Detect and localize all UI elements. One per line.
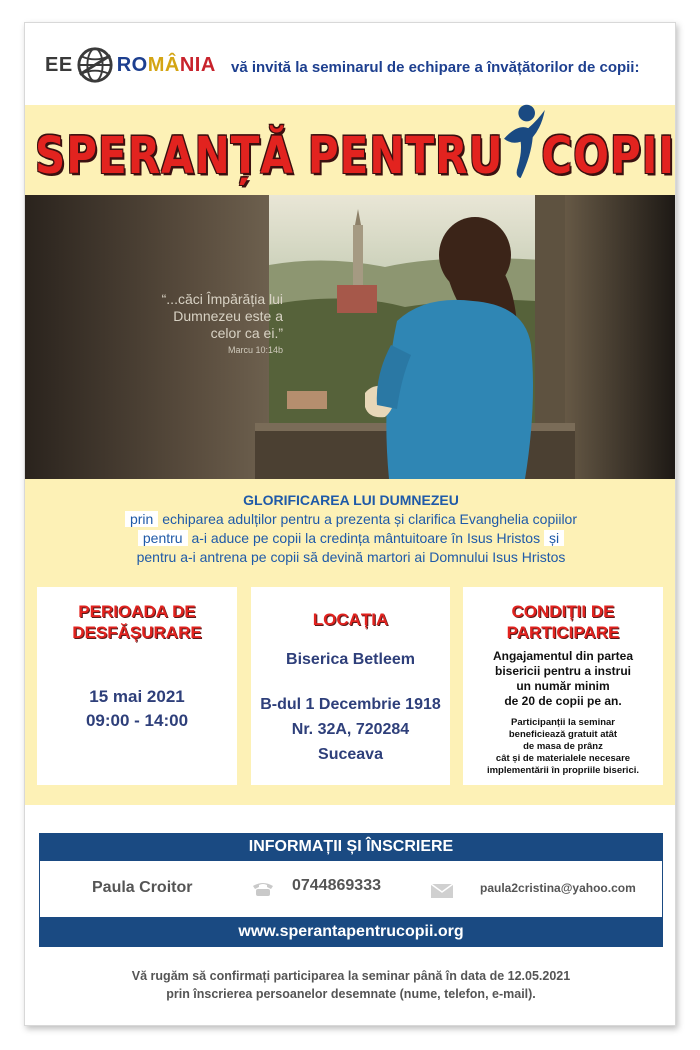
conditions-benefits: Participanții la seminar beneficiează gratuit atât de masa de prânz cât și de materialele necesare implementării în propriile biserici. xyxy=(486,717,640,776)
contact-phone[interactable]: 0744869333 xyxy=(292,877,381,894)
phone-icon xyxy=(252,881,274,897)
event-date: 15 mai 2021 xyxy=(89,687,185,706)
conditions-requirement: Angajamentul din partea bisericii pentru a instrui un număr minim de 20 de copii pe an. xyxy=(492,649,634,708)
ee-romania-logo xyxy=(45,45,216,85)
event-time: 09:00 - 14:00 xyxy=(85,711,189,730)
period-title: PERIOADA DE DESFĂȘURARE xyxy=(72,602,202,642)
highlight-prin: prin xyxy=(125,511,158,527)
contact-name: Paula Croitor xyxy=(92,879,193,896)
contact-row xyxy=(39,861,663,917)
flyer-header xyxy=(25,23,676,105)
location-box xyxy=(251,587,450,785)
child-figure-icon xyxy=(498,89,548,199)
flyer-title xyxy=(35,117,675,193)
conditions-box xyxy=(463,587,663,785)
footer-note: Vă rugăm să confirmați participarea la seminar până în data de 12.05.2021 prin înscrierea persoanelor desemnate (nume, telefon, e-mail). xyxy=(131,969,571,1001)
location-title: LOCAȚIA xyxy=(312,610,389,629)
mission-line-1: prin echiparea adulților pentru a prezenta și clarifica Evanghelia copiilor xyxy=(25,510,676,529)
logo-romania-text: ROMÂNIA xyxy=(116,53,216,76)
mission-heading: GLORIFICAREA LUI DUMNEZEU xyxy=(243,492,459,508)
website-link[interactable]: www.sperantapentrucopii.org xyxy=(39,917,663,947)
flyer xyxy=(24,22,676,1026)
hero-photo xyxy=(25,195,676,479)
mission-line-2: pentru a-i aduce pe copii la credința mântuitoare în Isus Hristos și xyxy=(25,529,676,548)
mission-line-3: pentru a-i antrena pe copii să devină martori ai Domnului Isus Hristos xyxy=(136,549,566,565)
bible-reference: Marcu 10:14b xyxy=(227,345,283,355)
title-word-copii: COPII xyxy=(541,125,675,185)
globe-icon xyxy=(76,46,114,84)
bible-quote: “...căci Împărăția lui Dumnezeu este a celor ca ei.” xyxy=(161,291,283,341)
highlight-pentru: pentru xyxy=(138,530,188,546)
highlight-si: și xyxy=(544,530,564,546)
title-word-speranta: SPERANȚĂ xyxy=(35,125,294,185)
mission-statement xyxy=(25,491,676,567)
envelope-icon xyxy=(430,883,454,899)
period-box xyxy=(37,587,237,785)
contact-email[interactable]: paula2cristina@yahoo.com xyxy=(480,881,636,895)
church-name: Biserica Betleem xyxy=(286,651,415,668)
invitation-text: vă invită la seminarul de echipare a învățătorilor de copii: xyxy=(231,59,640,76)
logo-ee-text: EE xyxy=(45,53,73,76)
registration-heading: INFORMAȚII ȘI ÎNSCRIERE xyxy=(39,833,663,861)
conditions-title: CONDIȚII DE PARTICIPARE xyxy=(506,602,620,642)
title-word-pentru: PENTRU xyxy=(307,125,504,185)
location-address: B-dul 1 Decembrie 1918 Nr. 32A, 720284 Suceava xyxy=(260,696,441,763)
